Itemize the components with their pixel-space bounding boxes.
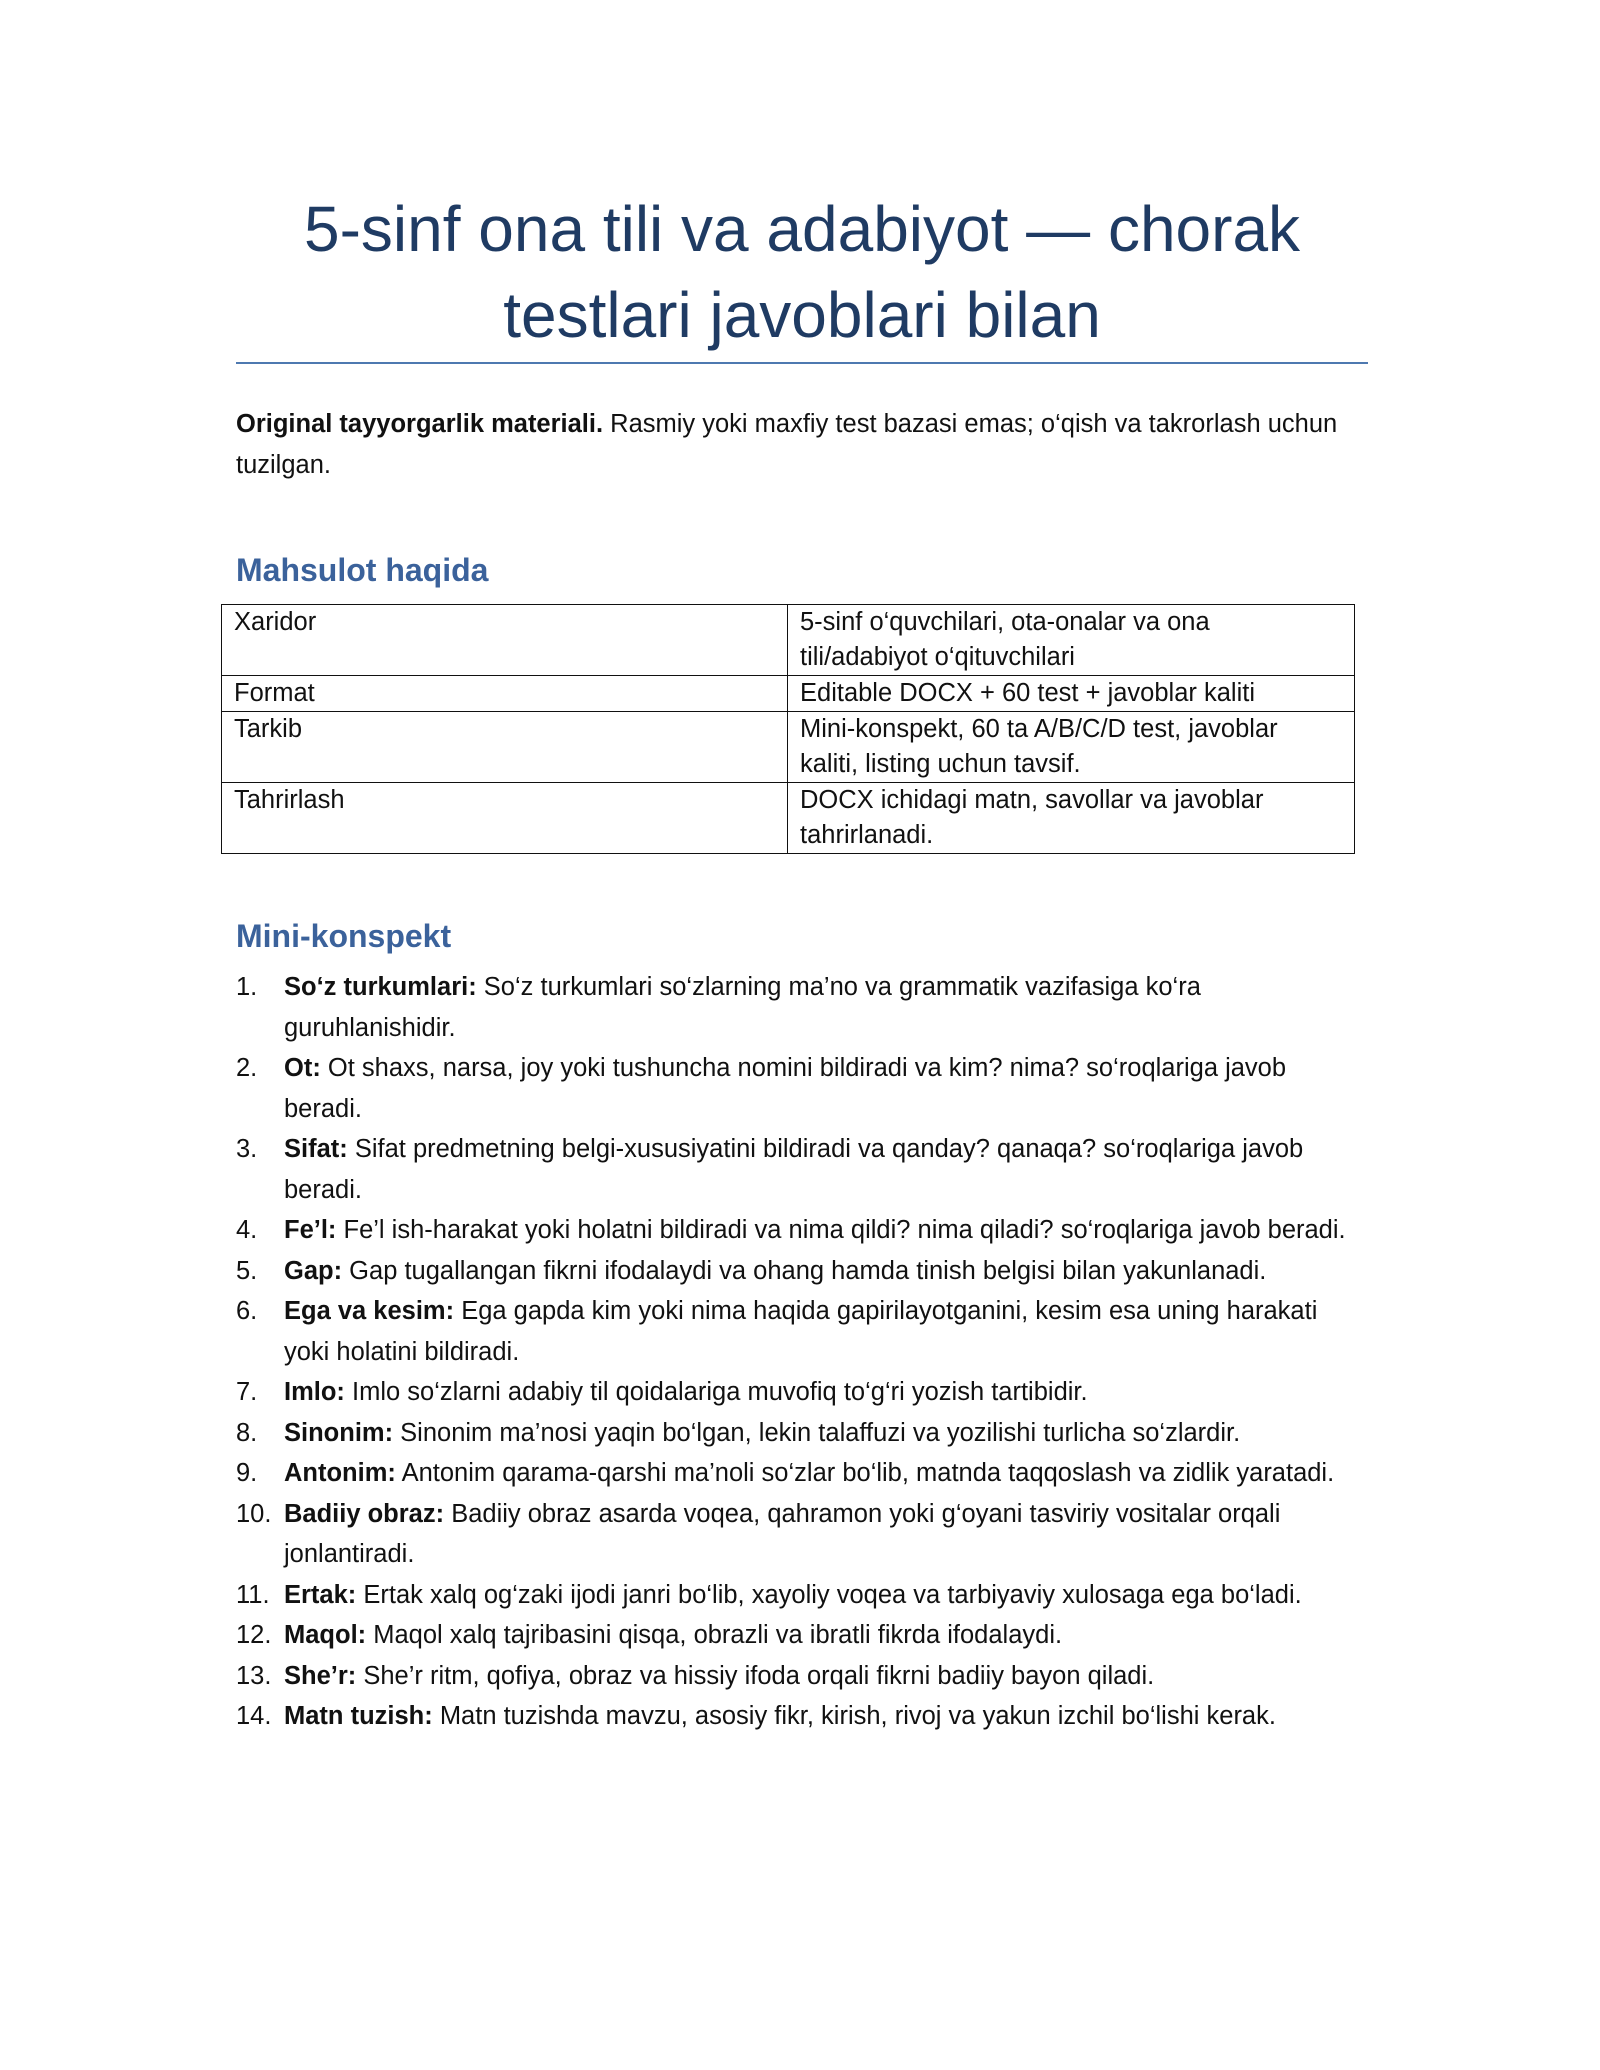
list-item-number: 8. [236,1418,258,1447]
list-item-text: Badiiy obraz asarda voqea, qahramon yoki g‘oyani tasviriy vositalar orqali jonlantiradi. [284,1499,1281,1568]
list-item-number: 13. [236,1661,272,1690]
table-cell-value: Mini-konspekt, 60 ta A/B/C/D test, javoblar kaliti, listing uchun tavsif. [788,712,1355,783]
list-item-number: 4. [236,1216,258,1244]
list-item-text: Gap tugallangan fikrni ifodalaydi va ohang hamda tinish belgisi bilan yakunlanadi. [342,1256,1267,1285]
list-item [236,1210,1368,1251]
list-item [236,1575,1368,1616]
list-item-number: 5. [236,1256,258,1285]
product-heading: Mahsulot haqida [236,552,489,588]
intro-paragraph [236,404,1368,486]
list-item-number: 14. [236,1702,272,1730]
list-item-term: Maqol: [284,1621,367,1649]
konspekt-heading: Mini-konspekt [236,918,452,954]
list-item-text: Antonim qarama-qarshi ma’noli so‘zlar bo‘lib, matnda taqqoslash va zidlik yaratadi. [395,1459,1335,1487]
list-item-text: Matn tuzishda mavzu, asosiy fikr, kirish, rivoj va yakun izchil bo‘lishi kerak. [432,1702,1276,1730]
list-item-text: Imlo so‘zlarni adabiy til qoidalariga muvofiq to‘g‘ri yozish tartibidir. [344,1378,1088,1406]
list-item-text: Ega gapda kim yoki nima haqida gapirilayotganini, kesim esa uning harakati yoki holatini bildiradi. [284,1297,1318,1366]
list-item-number: 7. [236,1378,258,1406]
list-item-term: So‘z turkumlari: [284,973,477,1001]
list-item-term: Sinonim: [284,1418,394,1447]
title-divider [236,362,1368,364]
list-item [236,1615,1368,1656]
list-item [236,1696,1368,1737]
list-item [236,1453,1368,1494]
list-item [236,1656,1368,1697]
list-item-text: Maqol xalq tajribasini qisqa, obrazli va ibratli fikrda ifodalaydi. [366,1621,1063,1649]
list-item-number: 1. [236,973,258,1001]
list-item-term: Gap: [284,1256,343,1285]
table-row [222,676,1355,712]
intro-bold-lead: Original tayyorgarlik materiali. [236,410,604,438]
list-item-term: Imlo: [284,1378,345,1406]
list-item-term: Ega va kesim: [284,1297,455,1325]
list-item-number: 9. [236,1459,258,1487]
list-item-term: Ertak: [284,1580,357,1609]
table-cell-value: DOCX ichidagi matn, savollar va javoblar tahrirlanadi. [788,783,1355,854]
list-item-term: Matn tuzish: [284,1702,433,1730]
table-row [222,605,1355,676]
list-item-term: Badiiy obraz: [284,1499,445,1528]
table-cell-key: Tahrirlash [222,783,788,854]
list-item-text: Sifat predmetning belgi-xususiyatini bildiradi va qanday? qanaqa? so‘roqlariga javob beradi. [284,1135,1304,1204]
list-item [236,1048,1368,1129]
table-cell-value: 5-sinf o‘quvchilari, ota-onalar va ona tili/adabiyot o‘qituvchilari [788,605,1355,676]
table-cell-key: Format [222,676,788,712]
list-item-text: Ot shaxs, narsa, joy yoki tushuncha nomini bildiradi va kim? nima? so‘roqlariga javob beradi. [284,1054,1287,1123]
list-item-term: She’r: [284,1661,357,1690]
intro-text: Rasmiy yoki maxfiy test bazasi emas; o‘qish va takrorlash uchun tuzilgan. [236,410,1338,479]
table-cell-key: Tarkib [222,712,788,783]
list-item-text: Sinonim ma’nosi yaqin bo‘lgan, lekin talaffuzi va yozilishi turlicha so‘zlardir. [393,1418,1241,1447]
table-row [222,712,1355,783]
list-item-term: Sifat: [284,1135,348,1163]
list-item-number: 6. [236,1297,258,1325]
list-item [236,1291,1368,1372]
list-item-text: Ertak xalq og‘zaki ijodi janri bo‘lib, xayoliy voqea va tarbiyaviy xulosaga ega bo‘ladi. [356,1580,1302,1609]
list-item [236,1372,1368,1413]
list-item-number: 11. [236,1580,270,1609]
list-item [236,1129,1368,1210]
list-item [236,1494,1368,1575]
table-cell-value: Editable DOCX + 60 test + javoblar kaliti [788,676,1355,712]
list-item-text: Fe’l ish-harakat yoki holatni bildiradi va nima qildi? nima qiladi? so‘roqlariga javob beradi. [336,1216,1346,1244]
list-item-number: 3. [236,1135,258,1163]
list-item [236,1251,1368,1292]
list-item-number: 12. [236,1621,272,1649]
list-item-number: 10. [236,1499,272,1528]
product-info-table [221,604,1355,854]
page-title: 5-sinf ona tili va adabiyot — chorak testlari javoblari bilan [303,193,1301,351]
list-item-number: 2. [236,1054,258,1082]
list-item [236,1413,1368,1454]
list-item [236,967,1368,1048]
list-item-term: Antonim: [284,1459,396,1487]
konspekt-list [236,967,1368,1737]
list-item-term: Fe’l: [284,1216,337,1244]
table-cell-key: Xaridor [222,605,788,676]
table-row [222,783,1355,854]
list-item-term: Ot: [284,1054,321,1082]
list-item-text: She’r ritm, qofiya, obraz va hissiy ifoda orqali fikrni badiiy bayon qiladi. [356,1661,1155,1690]
list-item-text: So‘z turkumlari so‘zlarning ma’no va grammatik vazifasiga ko‘ra guruhlanishidir. [284,973,1201,1042]
